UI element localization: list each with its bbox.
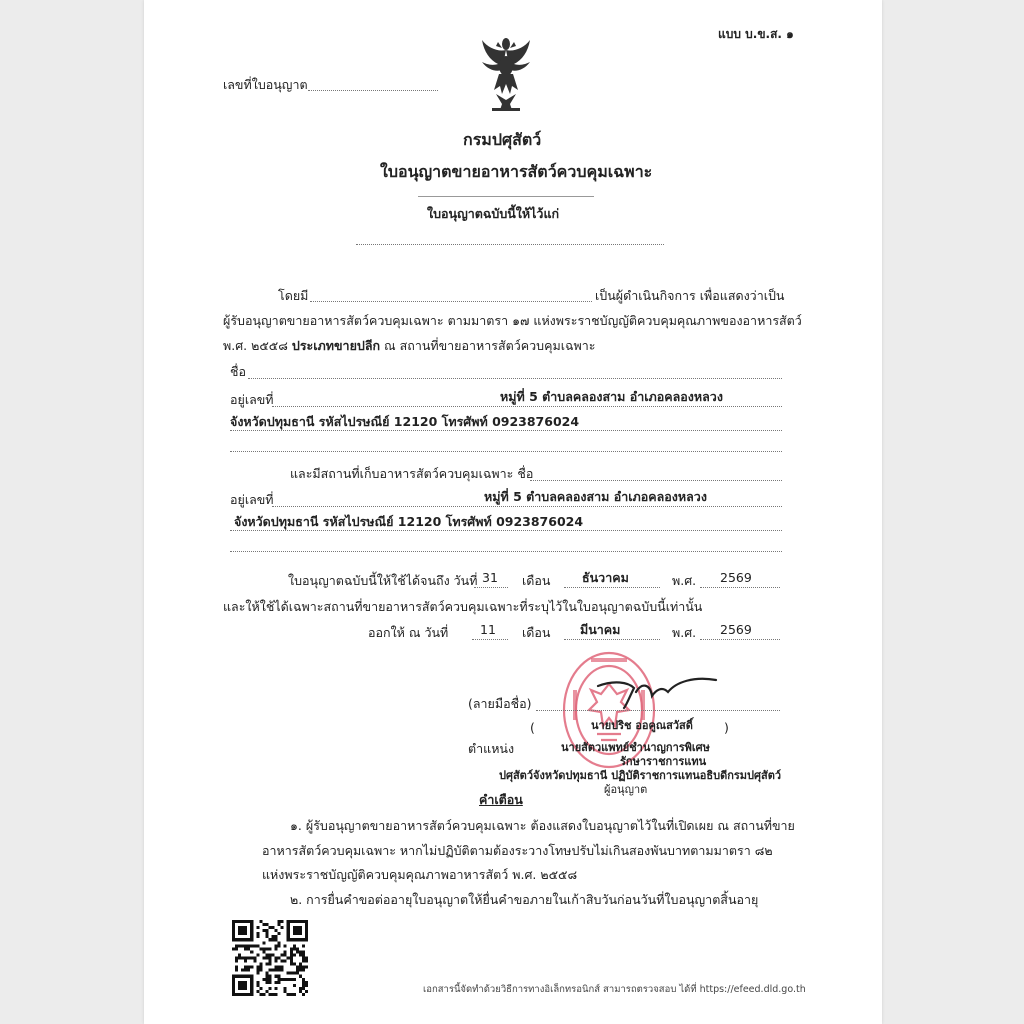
department-title: กรมปศุสัตว์ (463, 130, 542, 149)
qr-code-icon (232, 920, 308, 996)
position-label: ตำแหน่ง (468, 741, 515, 756)
valid-until-label: ใบอนุญาตฉบับนี้ให้ใช้ได้จนถึง วันที่ (288, 573, 478, 588)
footer-note: เอกสารนี้จัดทำด้วยวิธีการทางอิเล็กทรอนิกส์ สามารถตรวจสอบ ได้ที่ https://efeed.dld.go.th (423, 984, 806, 995)
licensor-label: ผู้อนุญาต (604, 783, 648, 796)
warning-item-1b: อาหารสัตว์ควบคุมเฉพาะ หากไม่ปฏิบัติตามต้องระวางโทษปรับไม่เกินสองพันบาทตามมาตรา ๘๒ (262, 843, 773, 858)
storage-label: และมีสถานที่เก็บอาหารสัตว์ควบคุมเฉพาะ ชื่อ (290, 466, 534, 481)
signature-label: (ลายมือชื่อ) (468, 696, 532, 711)
handwritten-signature (584, 662, 724, 712)
signer-name: นายปริช ออคูณสวัสดิ์ (591, 719, 693, 732)
position-line-1: นายสัตวแพทย์ชำนาญการพิเศษ (561, 741, 710, 754)
position-line-2: รักษาราชการแทน (620, 755, 707, 768)
body-line-2: ผู้รับอนุญาตขายอาหารสัตว์ควบคุมเฉพาะ ตามมาตรา ๑๗ แห่งพระราชบัญญัติควบคุมคุณภาพของอาหารสัตว์ (223, 313, 802, 328)
operator-text: เป็นผู้ดำเนินกิจการ เพื่อแสดงว่าเป็น (595, 288, 785, 303)
body-line-3: พ.ศ. ๒๕๕๘ ประเภทขายปลีก ณ สถานที่ขายอาหารสัตว์ควบคุมเฉพาะ (223, 338, 596, 353)
scope-text: และให้ใช้ได้เฉพาะสถานที่ขายอาหารสัตว์ควบคุมเฉพาะที่ระบุไว้ในใบอนุญาตฉบับนี้เท่านั้น (223, 599, 703, 614)
open-paren: ( (530, 720, 535, 735)
issued-to-label: ใบอนุญาตฉบับนี้ให้ไว้แก่ (427, 206, 560, 221)
address-line-1: หมู่ที่ 5 ตำบลคลองสาม อำเภอคลองหลวง (500, 389, 723, 404)
warning-item-1c: แห่งพระราชบัญญัติควบคุมคุณภาพอาหารสัตว์ พ.ศ. ๒๕๕๘ (262, 867, 578, 882)
form-code: แบบ บ.ข.ส. ๑ (718, 27, 794, 41)
document-title: ใบอนุญาตขายอาหารสัตว์ควบคุมเฉพาะ (380, 162, 653, 181)
warning-heading: คำเตือน (479, 792, 523, 807)
position-line-3: ปศุสัตว์จังหวัดปทุมธานี ปฏิบัติราชการแทนอธิบดีกรมปศุสัตว์ (499, 769, 782, 782)
address-line-2: จังหวัดปทุมธานี รหัสไปรษณีย์ 12120 โทรศัพท์ 0923876024 (230, 414, 580, 429)
warning-item-1a: ๑. ผู้รับอนุญาตขายอาหารสัตว์ควบคุมเฉพาะ ต้องแสดงใบอนุญาตไว้ในที่เปิดเผย ณ สถานที่ขาย (290, 818, 795, 833)
by-label: โดยมี (278, 288, 309, 303)
issued-year-label: พ.ศ. (672, 625, 697, 640)
valid-until-day: 31 (482, 570, 498, 585)
valid-until-year: 2569 (720, 570, 752, 585)
issued-day: 11 (480, 622, 496, 637)
name-label: ชื่อ (230, 364, 246, 379)
storage-address-line-2: จังหวัดปทุมธานี รหัสไปรษณีย์ 12120 โทรศัพท์ 0923876024 (234, 514, 584, 529)
license-document (144, 0, 882, 1024)
valid-until-month: ธันวาคม (582, 570, 629, 585)
issued-year: 2569 (720, 622, 752, 637)
close-paren: ) (724, 720, 729, 735)
issued-date-label: ออกให้ ณ วันที่ (368, 625, 449, 640)
issued-month: มีนาคม (580, 622, 621, 637)
address-label: อยู่เลขที่ (230, 392, 274, 407)
storage-address-line-1: หมู่ที่ 5 ตำบลคลองสาม อำเภอคลองหลวง (484, 489, 707, 504)
license-no-label: เลขที่ใบอนุญาต (223, 77, 308, 92)
month-label: เดือน (522, 573, 551, 588)
garuda-emblem-icon (478, 34, 534, 114)
issued-month-label: เดือน (522, 625, 551, 640)
storage-address-label: อยู่เลขที่ (230, 492, 274, 507)
warning-item-2: ๒. การยื่นคำขอต่ออายุใบอนุญาตให้ยื่นคำขอภายในเก้าสิบวันก่อนวันที่ใบอนุญาตสิ้นอายุ (290, 892, 759, 907)
year-label: พ.ศ. (672, 573, 697, 588)
